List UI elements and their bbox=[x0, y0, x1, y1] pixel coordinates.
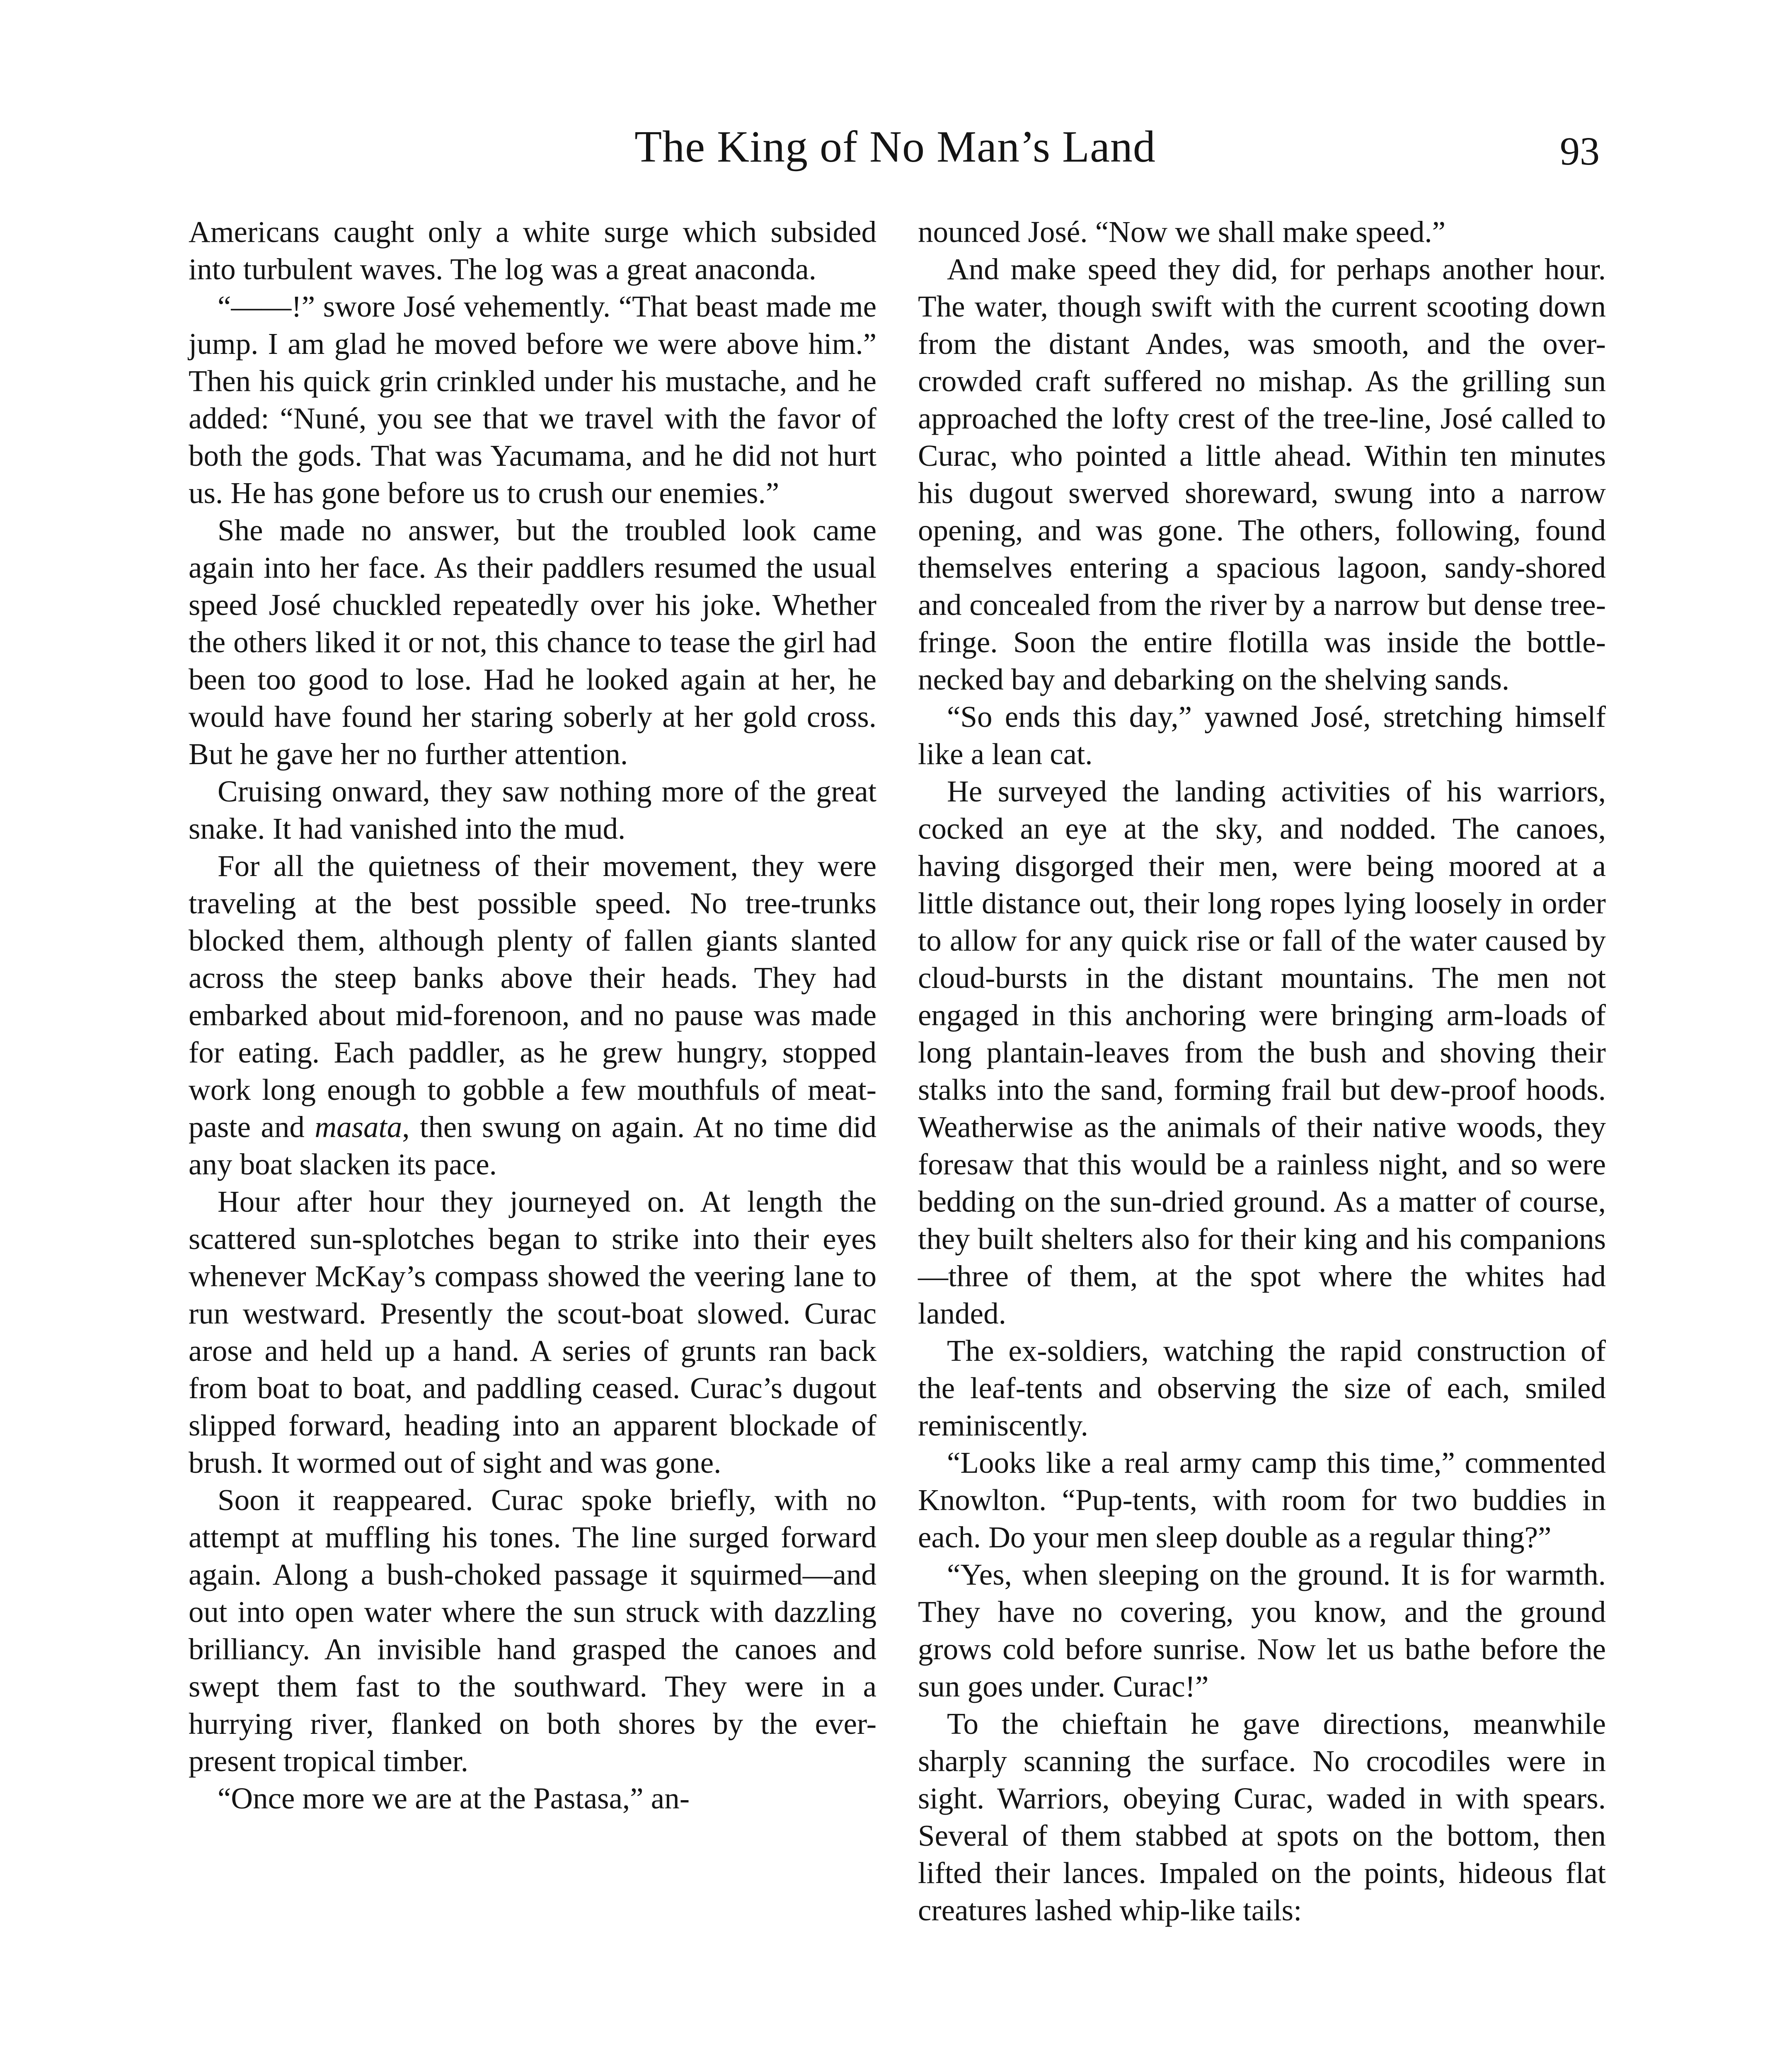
paragraph: Hour after hour they journeyed on. At length the scattered sun-splotches began to strike into their eyes whenever McKay’s compass showed the veering lane to run westward. Presently the scout-boat slowed. Curac arose and held up a hand. A series of grunts ran back from boat to boat, and paddling ceased. Curac’s dugout slipped forward, heading into an apparent blockade of brush. It wormed out of sight and was gone. bbox=[189, 1185, 876, 1479]
paragraph: “Yes, when sleeping on the ground. It is for warmth. They have no covering, you know, and the ground grows cold before sunrise. Now let us bathe before the sun goes under. Curac!” bbox=[918, 1558, 1606, 1703]
paragraph: To the chieftain he gave directions, meanwhile sharply scanning the surface. No crocodiles were in sight. Warriors, obeying Curac, waded in with spears. Several of them stabbed at spots on the bottom, then lifted their lances. Impaled on the points, hideous flat creatures lashed whip-like tails: bbox=[918, 1707, 1606, 1927]
paragraph: Soon it reappeared. Curac spoke briefly, with no attempt at muffling his tones. The line surged forward again. Along a bush-choked passage it squirmed—and out into open water where the sun struck with dazzling brilliancy. An invisible hand grasped the canoes and swept them fast to the southward. They were in a hurrying river, flanked on both shores by the ever-present tropical timber. bbox=[189, 1483, 876, 1778]
paragraph bbox=[189, 847, 876, 1183]
running-title: The King of No Man’s Land bbox=[634, 122, 1156, 172]
paragraph-text: For all the quietness of their movement, they were traveling at the best possible speed. No tree-trunks blocked them, although plenty of fallen giants slanted across the steep banks above their heads. They had embarked about mid-forenoon, and no pause was made for eating. Each paddler, as he grew hungry, stopped work long enough to gobble a few mouthfuls of meat-paste and bbox=[189, 849, 876, 1144]
italic-word: masata bbox=[315, 1110, 402, 1144]
left-column bbox=[189, 213, 876, 1817]
paragraph: The ex-soldiers, watching the rapid construction of the leaf-tents and observing the size of each, smiled reminiscently. bbox=[918, 1334, 1606, 1442]
paragraph: Americans caught only a white surge which subsided into turbulent waves. The log was a great anaconda. bbox=[189, 215, 876, 286]
paragraph: Cruising onward, they saw nothing more of the great snake. It had vanished into the mud. bbox=[189, 775, 876, 845]
paragraph: “So ends this day,” yawned José, stretching himself like a lean cat. bbox=[918, 700, 1606, 771]
paragraph: She made no answer, but the troubled look came again into her face. As their paddlers resumed the usual speed José chuckled repeatedly over his joke. Whether the others liked it or not, this chance to tease the girl had been too good to lose. Had he looked again at her, he would have found her staring soberly at her gold cross. But he gave her no further attention. bbox=[189, 513, 876, 771]
paragraph-text: , then swung on again. At no time did any boat slacken its pace. bbox=[189, 1110, 876, 1181]
right-column bbox=[918, 213, 1606, 1929]
paragraph: And make speed they did, for perhaps another hour. The water, though swift with the current scooting down from the distant Andes, was smooth, and the over-crowded craft suffered no mishap. As the grilling sun approached the lofty crest of the tree-line, José called to Curac, who pointed a little ahead. Within ten minutes his dugout swerved shoreward, swung into a narrow opening, and was gone. The others, following, found themselves entering a spacious lagoon, sandy-shored and concealed from the river by a narrow but dense tree-fringe. Soon the entire flotilla was inside the bottle-necked bay and debarking on the shelving sands. bbox=[918, 252, 1606, 696]
paragraph: “——!” swore José vehemently. “That beast made me jump. I am glad he moved before we were above him.” Then his quick grin crinkled under his mustache, and he added: “Nuné, you see that we travel with the favor of both the gods. That was Yacumama, and he did not hurt us. He has gone before us to crush our enemies.” bbox=[189, 290, 876, 510]
paragraph: “Looks like a real army camp this time,” commented Knowlton. “Pup-tents, with room for two buddies in each. Do your men sleep double as a regular thing?” bbox=[918, 1446, 1606, 1554]
paragraph: “Once more we are at the Pastasa,” an- bbox=[218, 1782, 690, 1815]
paragraph: nounced José. “Now we shall make speed.” bbox=[918, 215, 1446, 249]
page-number: 93 bbox=[1560, 129, 1600, 173]
paragraph: He surveyed the landing activities of his warriors, cocked an eye at the sky, and nodded. The canoes, having disgorged their men, were being moored at a little distance out, their long ropes lying loosely in order to allow for any quick rise or fall of the water caused by cloud-bursts in the distant mountains. The men not engaged in this anchoring were bringing arm-loads of long plantain-leaves from the bush and shoving their stalks into the sand, forming frail but dew-proof hoods. Weatherwise as the animals of their native woods, they foresaw that this would be a rainless night, and so were bedding on the sun-dried ground. As a matter of course, they built shelters also for their king and his companions—three of them, at the spot where the whites had landed. bbox=[918, 775, 1606, 1330]
